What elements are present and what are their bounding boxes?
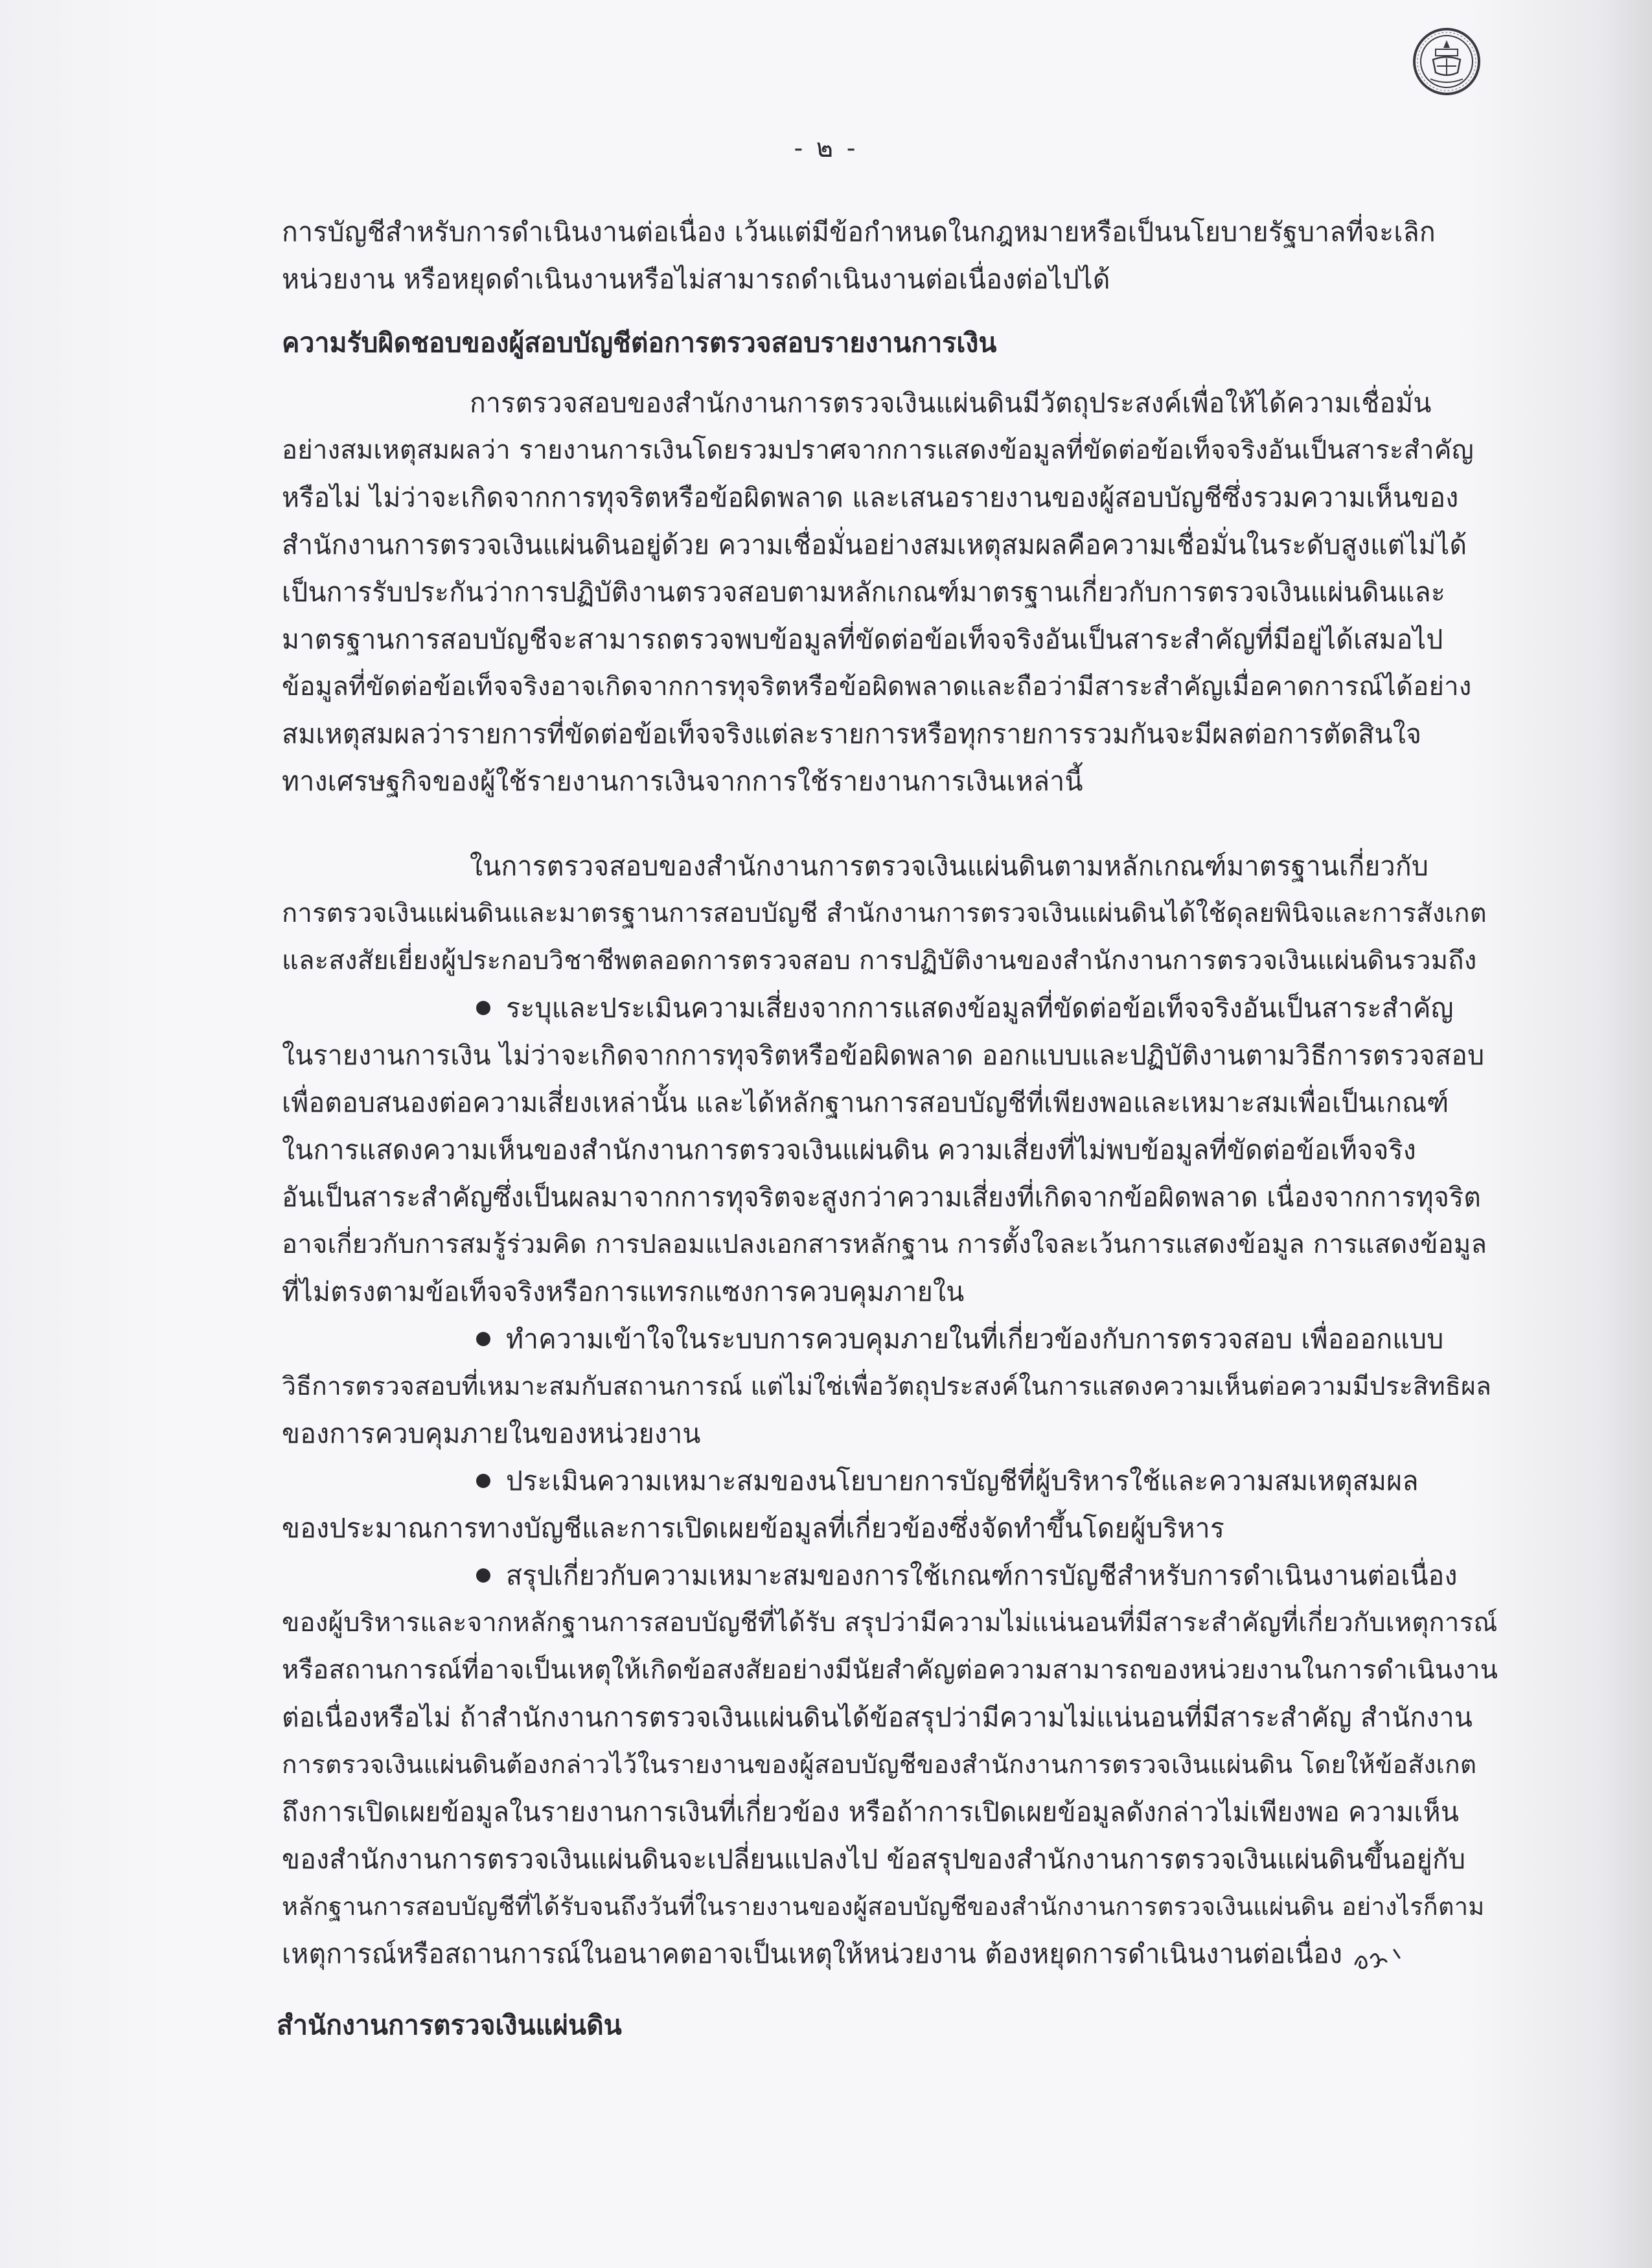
text-line: เหตุการณ์หรือสถานการณ์ในอนาคตอาจเป็นเหตุให้หน่วยงาน ต้องหยุดการดำเนินงานต่อเนื่อง: [282, 1938, 1343, 1969]
bullet-first-line: [282, 985, 1498, 1032]
text-line: หลักฐานการสอบบัญชีที่ได้รับจนถึงวันที่ในรายงานของผู้สอบบัญชีของสำนักงานการตรวจเงินแผ่นดิน อย่างไรก็ตาม: [282, 1892, 1485, 1921]
text-line: ที่ไม่ตรงตามข้อเท็จจริงหรือการแทรกแซงการควบคุมภายใน: [282, 1276, 965, 1307]
bullet-icon: [476, 1001, 490, 1015]
bullet-item: [282, 1316, 1498, 1458]
bullet-first-line: [282, 1458, 1498, 1505]
responsibility-paragraph: [282, 380, 1498, 805]
text-line: ของสำนักงานการตรวจเงินแผ่นดินจะเปลี่ยนแปลงไป ข้อสรุปของสำนักงานการตรวจเงินแผ่นดินขึ้นอยู่กับ: [282, 1844, 1466, 1875]
bullet-item: [282, 1458, 1498, 1552]
text-line: การตรวจเงินแผ่นดินต้องกล่าวไว้ในรายงานของผู้สอบบัญชีของสำนักงานการตรวจเงินแผ่นดิน โดยให้ข้อสังเกต: [282, 1750, 1477, 1780]
text-line: การบัญชีสำหรับการดำเนินงานต่อเนื่อง เว้นแต่มีข้อกำหนดในกฎหมายหรือเป็นนโยบายรัฐบาลที่จะเลิก: [282, 216, 1436, 247]
text-line: ข้อมูลที่ขัดต่อข้อเท็จจริงอาจเกิดจากการทุจริตหรือข้อผิดพลาดและถือว่ามีสาระสำคัญเมื่อคาดการณ์ได้อย่าง: [282, 672, 1472, 702]
audit-procedures-paragraph: [282, 843, 1498, 985]
intro-paragraph: [282, 209, 1498, 303]
text-line: อย่างสมเหตุสมผลว่า รายงานการเงินโดยรวมปราศจากการแสดงข้อมูลที่ขัดต่อข้อเท็จจริงอันเป็นสาระสำคัญ: [282, 435, 1474, 465]
text-line: ในรายงานการเงิน ไม่ว่าจะเกิดจากการทุจริตหรือข้อผิดพลาด ออกแบบและปฏิบัติงานตามวิธีการตรวจสอบ: [282, 1040, 1485, 1071]
bullet-text: สรุปเกี่ยวกับความเหมาะสมของการใช้เกณฑ์การบัญชีสำหรับการดำเนินงานต่อเนื่อง: [506, 1560, 1458, 1591]
footer-office-name: สำนักงานการตรวจเงินแผ่นดิน: [277, 2010, 622, 2041]
text-line: ของประมาณการทางบัญชีและการเปิดเผยข้อมูลที่เกี่ยวข้องซึ่งจัดทำขึ้นโดยผู้บริหาร: [282, 1513, 1225, 1544]
text-line: เป็นการรับประกันว่าการปฏิบัติงานตรวจสอบตามหลักเกณฑ์มาตรฐานเกี่ยวกับการตรวจเงินแผ่นดินและ: [282, 577, 1446, 608]
text-line: เพื่อตอบสนองต่อความเสี่ยงเหล่านั้น และได้หลักฐานการสอบบัญชีที่เพียงพอและเหมาะสมเพื่อเป็นเกณฑ์: [282, 1087, 1449, 1118]
document-body: [277, 209, 1498, 2050]
text-line: ถึงการเปิดเผยข้อมูลในรายงานการเงินที่เกี่ยวข้อง หรือถ้าการเปิดเผยข้อมูลดังกล่าวไม่เพียงพอ ความเห็น: [282, 1796, 1460, 1827]
text-line: อาจเกี่ยวกับการสมรู้ร่วมคิด การปลอมแปลงเอกสารหลักฐาน การตั้งใจละเว้นการแสดงข้อมูล การแสดงข้อมูล: [282, 1230, 1487, 1259]
bullet-first-line: [282, 1552, 1498, 1599]
text-line: ในการแสดงความเห็นของสำนักงานการตรวจเงินแผ่นดิน ความเสี่ยงที่ไม่พบข้อมูลที่ขัดต่อข้อเท็จจริง: [282, 1134, 1417, 1165]
bullet-text: ระบุและประเมินความเสี่ยงจากการแสดงข้อมูลที่ขัดต่อข้อเท็จจริงอันเป็นสาระสำคัญ: [506, 992, 1454, 1024]
text-line: ของการควบคุมภายในของหน่วยงาน: [282, 1418, 701, 1449]
text-line: การตรวจเงินแผ่นดินและมาตรฐานการสอบบัญชี สำนักงานการตรวจเงินแผ่นดินได้ใช้ดุลยพินิจและการสังเกต: [282, 899, 1487, 928]
text-line: ในการตรวจสอบของสำนักงานการตรวจเงินแผ่นดินตามหลักเกณฑ์มาตรฐานเกี่ยวกับ: [470, 851, 1429, 882]
bullet-text: ประเมินความเหมาะสมของนโยบายการบัญชีที่ผู้บริหารใช้และความสมเหตุสมผล: [506, 1465, 1419, 1496]
text-line: และสงสัยเยี่ยงผู้ประกอบวิชาชีพตลอดการตรวจสอบ การปฏิบัติงานของสำนักงานการตรวจเงินแผ่นดินรวมถึง: [282, 946, 1477, 976]
text-line: หรือสถานการณ์ที่อาจเป็นเหตุให้เกิดข้อสงสัยอย่างมีนัยสำคัญต่อความสามารถของหน่วยงานในการดำเนินงาน: [282, 1655, 1498, 1685]
last-line-with-initials: [282, 1930, 1498, 1978]
text-line: อันเป็นสาระสำคัญซึ่งเป็นผลมาจากการทุจริตจะสูงกว่าความเสี่ยงที่เกิดจากข้อผิดพลาด เนื่องจากการทุจริต: [282, 1182, 1482, 1213]
bullet-icon: [476, 1474, 490, 1488]
text-line: วิธีการตรวจสอบที่เหมาะสมกับสถานการณ์ แต่ไม่ใช่เพื่อวัตถุประสงค์ในการแสดงความเห็นต่อความมีประสิทธิผล: [282, 1372, 1492, 1401]
text-line: สมเหตุสมผลว่ารายการที่ขัดต่อข้อเท็จจริงแต่ละรายการหรือทุกรายการรวมกันจะมีผลต่อการตัดสินใจ: [282, 718, 1422, 750]
initials-signature-icon: [1351, 1938, 1410, 1975]
section-heading: ความรับผิดชอบของผู้สอบบัญชีต่อการตรวจสอบรายงานการเงิน: [282, 327, 997, 358]
bullet-item: [282, 1552, 1498, 1978]
office-seal-icon: [1411, 26, 1482, 97]
paragraph-gap: [282, 805, 1498, 843]
bullet-item: [282, 985, 1498, 1316]
text-line: มาตรฐานการสอบบัญชีจะสามารถตรวจพบข้อมูลที่ขัดต่อข้อเท็จจริงอันเป็นสาระสำคัญที่มีอยู่ได้เสมอไป: [282, 624, 1443, 655]
text-line: หรือไม่ ไม่ว่าจะเกิดจากการทุจริตหรือข้อผิดพลาด และเสนอรายงานของผู้สอบบัญชีซึ่งรวมความเห็นของ: [282, 482, 1459, 513]
text-line: ของผู้บริหารและจากหลักฐานการสอบบัญชีที่ได้รับ สรุปว่ามีความไม่แน่นอนที่มีสาระสำคัญที่เกี่ยวกับเหตุการณ์: [282, 1608, 1498, 1638]
text-line: การตรวจสอบของสำนักงานการตรวจเงินแผ่นดินมีวัตถุประสงค์เพื่อให้ได้ความเชื่อมั่น: [470, 387, 1432, 418]
bullet-icon: [476, 1568, 490, 1583]
text-line: ทางเศรษฐกิจของผู้ใช้รายงานการเงินจากการใช้รายงานการเงินเหล่านี้: [282, 766, 1083, 797]
bullet-text: ทำความเข้าใจในระบบการควบคุมภายในที่เกี่ยวข้องกับการตรวจสอบ เพื่อออกแบบ: [506, 1323, 1444, 1355]
text-line: หน่วยงาน หรือหยุดดำเนินงานหรือไม่สามารถดำเนินงานต่อเนื่องต่อไปได้: [282, 264, 1110, 295]
bullet-first-line: [282, 1316, 1498, 1363]
page-number: - ๒ -: [794, 133, 858, 163]
text-line: สำนักงานการตรวจเงินแผ่นดินอยู่ด้วย ความเชื่อมั่นอย่างสมเหตุสมผลคือความเชื่อมั่นในระดับสูงแต่ไม่ได้: [282, 529, 1467, 560]
text-line: ต่อเนื่องหรือไม่ ถ้าสำนักงานการตรวจเงินแผ่นดินได้ข้อสรุปว่ามีความไม่แน่นอนที่มีสาระสำคัญ สำนักงาน: [282, 1702, 1473, 1733]
bullet-icon: [476, 1332, 490, 1346]
